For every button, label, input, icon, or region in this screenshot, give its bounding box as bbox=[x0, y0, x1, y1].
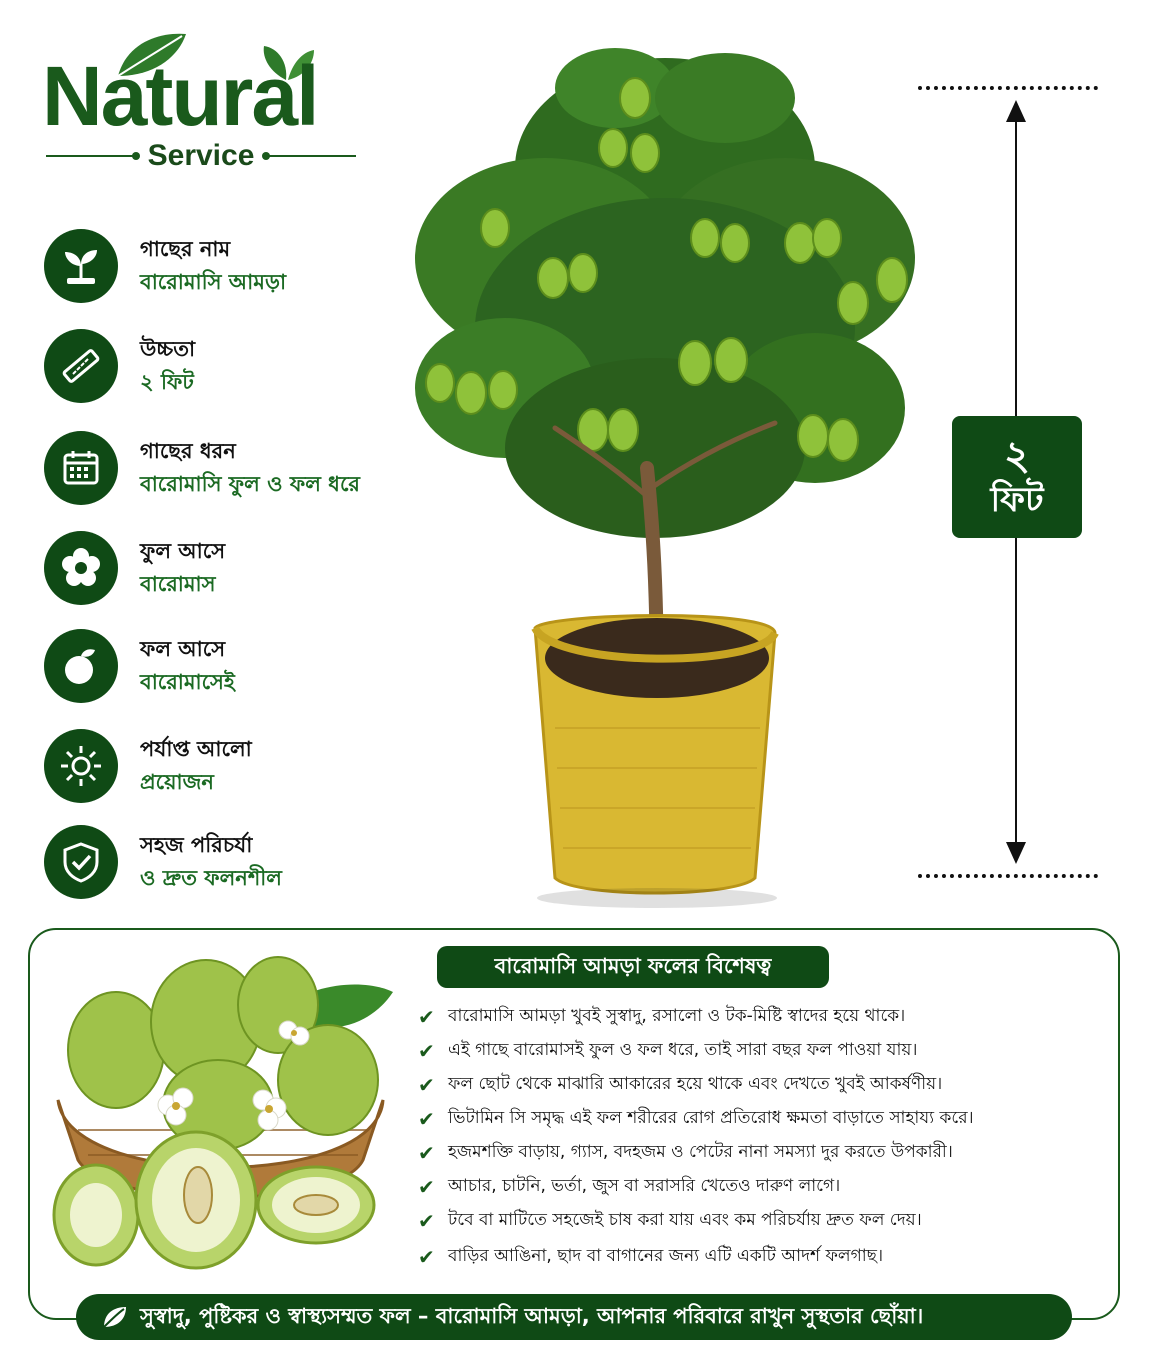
list-item: ✔ বাড়ির আঙিনা, ছাদ বা বাগানের জন্য এটি একটি আদর্শ ফলগাছ। bbox=[418, 1245, 884, 1269]
feature-value: বারোমাস bbox=[140, 572, 216, 596]
feature-label: সহজ পরিচর্যা bbox=[140, 833, 253, 857]
logo-wordmark: Natural bbox=[42, 49, 318, 143]
feature-value: বারোমাসি আমড়া bbox=[140, 270, 287, 294]
check-icon: ✔ bbox=[418, 1175, 435, 1199]
feature-flowering bbox=[44, 528, 414, 608]
height-line-bottom bbox=[1015, 538, 1017, 850]
panel-title: বারোমাসি আমড়া ফলের বিশেষত্ব bbox=[437, 946, 829, 988]
sprout-icon bbox=[44, 229, 118, 303]
list-item: ✔ হজমশক্তি বাড়ায়, গ্যাস, বদহজম ও পেটের নানা সমস্যা দুর করতে উপকারী। bbox=[418, 1141, 953, 1165]
feature-label: পর্যাপ্ত আলো bbox=[140, 737, 252, 761]
logo-subtitle: Service bbox=[147, 139, 255, 172]
feature-height bbox=[44, 326, 414, 406]
list-item: ✔ টবে বা মাটিতে সহজেই চাষ করা যায় এবং কম পরিচর্যায় দ্রুত ফল দেয়। bbox=[418, 1209, 922, 1233]
list-item: ✔ ফল ছোট থেকে মাঝারি আকারের হয়ে থাকে এবং দেখতে খুবই আকর্ষণীয়। bbox=[418, 1073, 943, 1097]
feature-value: ২ ফিট bbox=[140, 370, 194, 394]
ruler-icon bbox=[44, 329, 118, 403]
height-line-top bbox=[1015, 118, 1017, 416]
check-icon: ✔ bbox=[418, 1245, 435, 1269]
grow-bag bbox=[535, 616, 777, 909]
feature-value: ও দ্রুত ফলনশীল bbox=[140, 866, 282, 890]
height-number: ২ bbox=[1003, 433, 1030, 479]
feature-fruiting bbox=[44, 626, 414, 706]
height-unit: ফিট bbox=[990, 480, 1044, 520]
check-icon: ✔ bbox=[418, 1141, 435, 1165]
footer-banner bbox=[76, 1294, 1072, 1340]
check-icon: ✔ bbox=[418, 1209, 435, 1233]
check-icon: ✔ bbox=[418, 1073, 435, 1097]
feature-plant-type bbox=[44, 428, 414, 508]
footer-text: সুস্বাদু, পুষ্টিকর ও স্বাস্থ্যসম্মত ফল – বারোমাসি আমড়া, আপনার পরিবারে রাখুন সুস্থতার ছোঁয়া। bbox=[140, 1303, 924, 1328]
list-item: ✔ বারোমাসি আমড়া খুবই সুস্বাদু, রসালো ও টক-মিষ্টি স্বাদের হয়ে থাকে। bbox=[418, 1005, 906, 1029]
sun-icon bbox=[44, 729, 118, 803]
check-icon: ✔ bbox=[418, 1107, 435, 1131]
calendar-icon bbox=[44, 431, 118, 505]
check-icon: ✔ bbox=[418, 1039, 435, 1063]
list-item: ✔ এই গাছে বারোমাসই ফুল ও ফল ধরে, তাই সারা বছর ফল পাওয়া যায়। bbox=[418, 1039, 918, 1063]
feature-label: গাছের ধরন bbox=[140, 439, 236, 463]
brand-logo bbox=[38, 30, 358, 180]
feature-sunlight bbox=[44, 726, 414, 806]
logo-divider bbox=[264, 155, 356, 157]
height-bottom-marker bbox=[918, 874, 1098, 878]
flower-icon bbox=[44, 531, 118, 605]
height-top-marker bbox=[918, 86, 1098, 90]
feature-label: ফুল আসে bbox=[140, 539, 226, 563]
list-item: ✔ আচার, চাটনি, ভর্তা, জুস বা সরাসরি খেতেও দারুণ লাগে। bbox=[418, 1175, 841, 1199]
arrow-down-icon bbox=[1006, 842, 1026, 866]
feature-label: গাছের নাম bbox=[140, 237, 231, 261]
feature-value: বারোমাসি ফুল ও ফল ধরে bbox=[140, 472, 360, 496]
leaf-icon bbox=[100, 1303, 128, 1331]
tree-in-grow-bag-image bbox=[395, 28, 935, 908]
list-item: ✔ ভিটামিন সি সমৃদ্ধ এই ফল শরীরের রোগ প্রতিরোধ ক্ষমতা বাড়াতে সাহায্য করে। bbox=[418, 1107, 974, 1131]
feature-value: প্রয়োজন bbox=[140, 770, 214, 794]
height-badge bbox=[952, 416, 1082, 538]
fruit-basket-image bbox=[48, 950, 398, 1270]
fruit-icon bbox=[44, 629, 118, 703]
feature-label: ফল আসে bbox=[140, 637, 226, 661]
feature-easy-care bbox=[44, 822, 414, 902]
check-icon: ✔ bbox=[418, 1005, 435, 1029]
shield-check-icon bbox=[44, 825, 118, 899]
feature-label: উচ্চতা bbox=[140, 337, 196, 361]
feature-value: বারোমাসেই bbox=[140, 670, 235, 694]
logo-divider bbox=[46, 155, 138, 157]
feature-plant-name bbox=[44, 226, 414, 306]
